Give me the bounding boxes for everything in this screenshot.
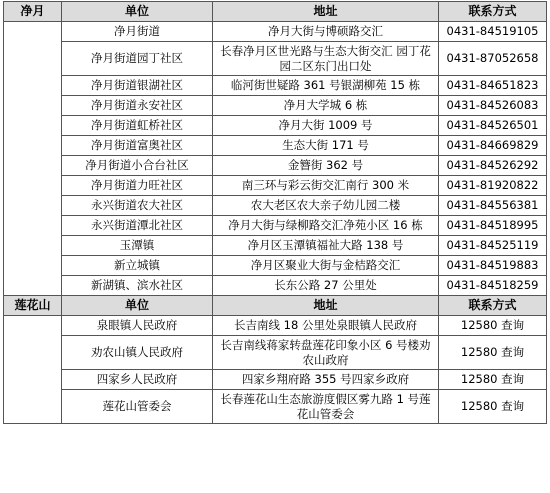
col-header-address: 地址 [213, 296, 439, 316]
unit-cell: 净月街道虹桥社区 [62, 116, 213, 136]
phone-cell: 12580 查询 [439, 316, 547, 336]
address-cell: 净月大街 1009 号 [213, 116, 439, 136]
jingyue-header-row [4, 2, 547, 22]
district-name-lianhuashan: 莲花山 [4, 296, 62, 316]
address-cell: 农大老区农大亲子幼儿园二楼 [213, 196, 439, 216]
table-row [4, 390, 547, 424]
unit-cell: 莲花山管委会 [62, 390, 213, 424]
unit-cell: 新湖镇、滨水社区 [62, 276, 213, 296]
address-cell: 长吉南线 18 公里处泉眼镇人民政府 [213, 316, 439, 336]
district-cell-jingyue [4, 22, 62, 296]
contact-directory-table [3, 1, 547, 424]
lianhuashan-header-row [4, 296, 547, 316]
col-header-unit: 单位 [62, 296, 213, 316]
phone-cell: 0431-84526501 [439, 116, 547, 136]
unit-cell: 永兴街道农大社区 [62, 196, 213, 216]
phone-cell: 0431-84525119 [439, 236, 547, 256]
phone-cell: 0431-84651823 [439, 76, 547, 96]
address-cell: 生态大街 171 号 [213, 136, 439, 156]
phone-cell: 0431-81920822 [439, 176, 547, 196]
phone-cell: 0431-84518259 [439, 276, 547, 296]
unit-cell: 净月街道小合台社区 [62, 156, 213, 176]
table-row [4, 76, 547, 96]
phone-cell: 0431-87052658 [439, 42, 547, 76]
table-row [4, 136, 547, 156]
unit-cell: 永兴街道潭北社区 [62, 216, 213, 236]
unit-cell: 泉眼镇人民政府 [62, 316, 213, 336]
unit-cell: 四家乡人民政府 [62, 370, 213, 390]
unit-cell: 新立城镇 [62, 256, 213, 276]
phone-cell: 0431-84556381 [439, 196, 547, 216]
table-row [4, 370, 547, 390]
phone-cell: 0431-84526292 [439, 156, 547, 176]
table-row [4, 22, 547, 42]
table-row [4, 196, 547, 216]
table-row [4, 216, 547, 236]
phone-cell: 12580 查询 [439, 370, 547, 390]
directory-body [4, 2, 547, 424]
address-cell: 四家乡翔府路 355 号四家乡政府 [213, 370, 439, 390]
phone-cell: 0431-84519883 [439, 256, 547, 276]
phone-cell: 0431-84669829 [439, 136, 547, 156]
address-cell: 净月大街与博硕路交汇 [213, 22, 439, 42]
address-cell: 净月区聚业大街与金桔路交汇 [213, 256, 439, 276]
district-name-jingyue: 净月 [4, 2, 62, 22]
unit-cell: 净月街道力旺社区 [62, 176, 213, 196]
unit-cell: 劝农山镇人民政府 [62, 336, 213, 370]
table-row [4, 156, 547, 176]
phone-cell: 12580 查询 [439, 336, 547, 370]
table-row [4, 316, 547, 336]
address-cell: 净月区玉潭镇福祉大路 138 号 [213, 236, 439, 256]
table-row [4, 116, 547, 136]
unit-cell: 净月街道 [62, 22, 213, 42]
phone-cell: 12580 查询 [439, 390, 547, 424]
col-header-contact: 联系方式 [439, 2, 547, 22]
address-cell: 临河街世疑路 361 号银湖柳苑 15 栋 [213, 76, 439, 96]
table-row [4, 176, 547, 196]
col-header-contact: 联系方式 [439, 296, 547, 316]
table-row [4, 256, 547, 276]
col-header-address: 地址 [213, 2, 439, 22]
col-header-unit: 单位 [62, 2, 213, 22]
table-row [4, 42, 547, 76]
phone-cell: 0431-84518995 [439, 216, 547, 236]
table-row [4, 236, 547, 256]
address-cell: 金簪街 362 号 [213, 156, 439, 176]
unit-cell: 净月街道富奥社区 [62, 136, 213, 156]
unit-cell: 净月街道园丁社区 [62, 42, 213, 76]
phone-cell: 0431-84526083 [439, 96, 547, 116]
unit-cell: 净月街道银湖社区 [62, 76, 213, 96]
address-cell: 长吉南线蒋家转盘莲花印象小区 6 号楼劝农山政府 [213, 336, 439, 370]
table-row [4, 96, 547, 116]
phone-cell: 0431-84519105 [439, 22, 547, 42]
address-cell: 长春莲花山生态旅游度假区雾九路 1 号莲花山管委会 [213, 390, 439, 424]
address-cell: 净月大学城 6 栋 [213, 96, 439, 116]
table-row [4, 336, 547, 370]
district-cell-lianhuashan [4, 316, 62, 424]
address-cell: 长春净月区世光路与生态大街交汇 园丁花园二区东门出口处 [213, 42, 439, 76]
unit-cell: 玉潭镇 [62, 236, 213, 256]
unit-cell: 净月街道永安社区 [62, 96, 213, 116]
address-cell: 净月大街与绿柳路交汇净苑小区 16 栋 [213, 216, 439, 236]
address-cell: 南三环与彩云街交汇南行 300 米 [213, 176, 439, 196]
address-cell: 长东公路 27 公里处 [213, 276, 439, 296]
table-row [4, 276, 547, 296]
